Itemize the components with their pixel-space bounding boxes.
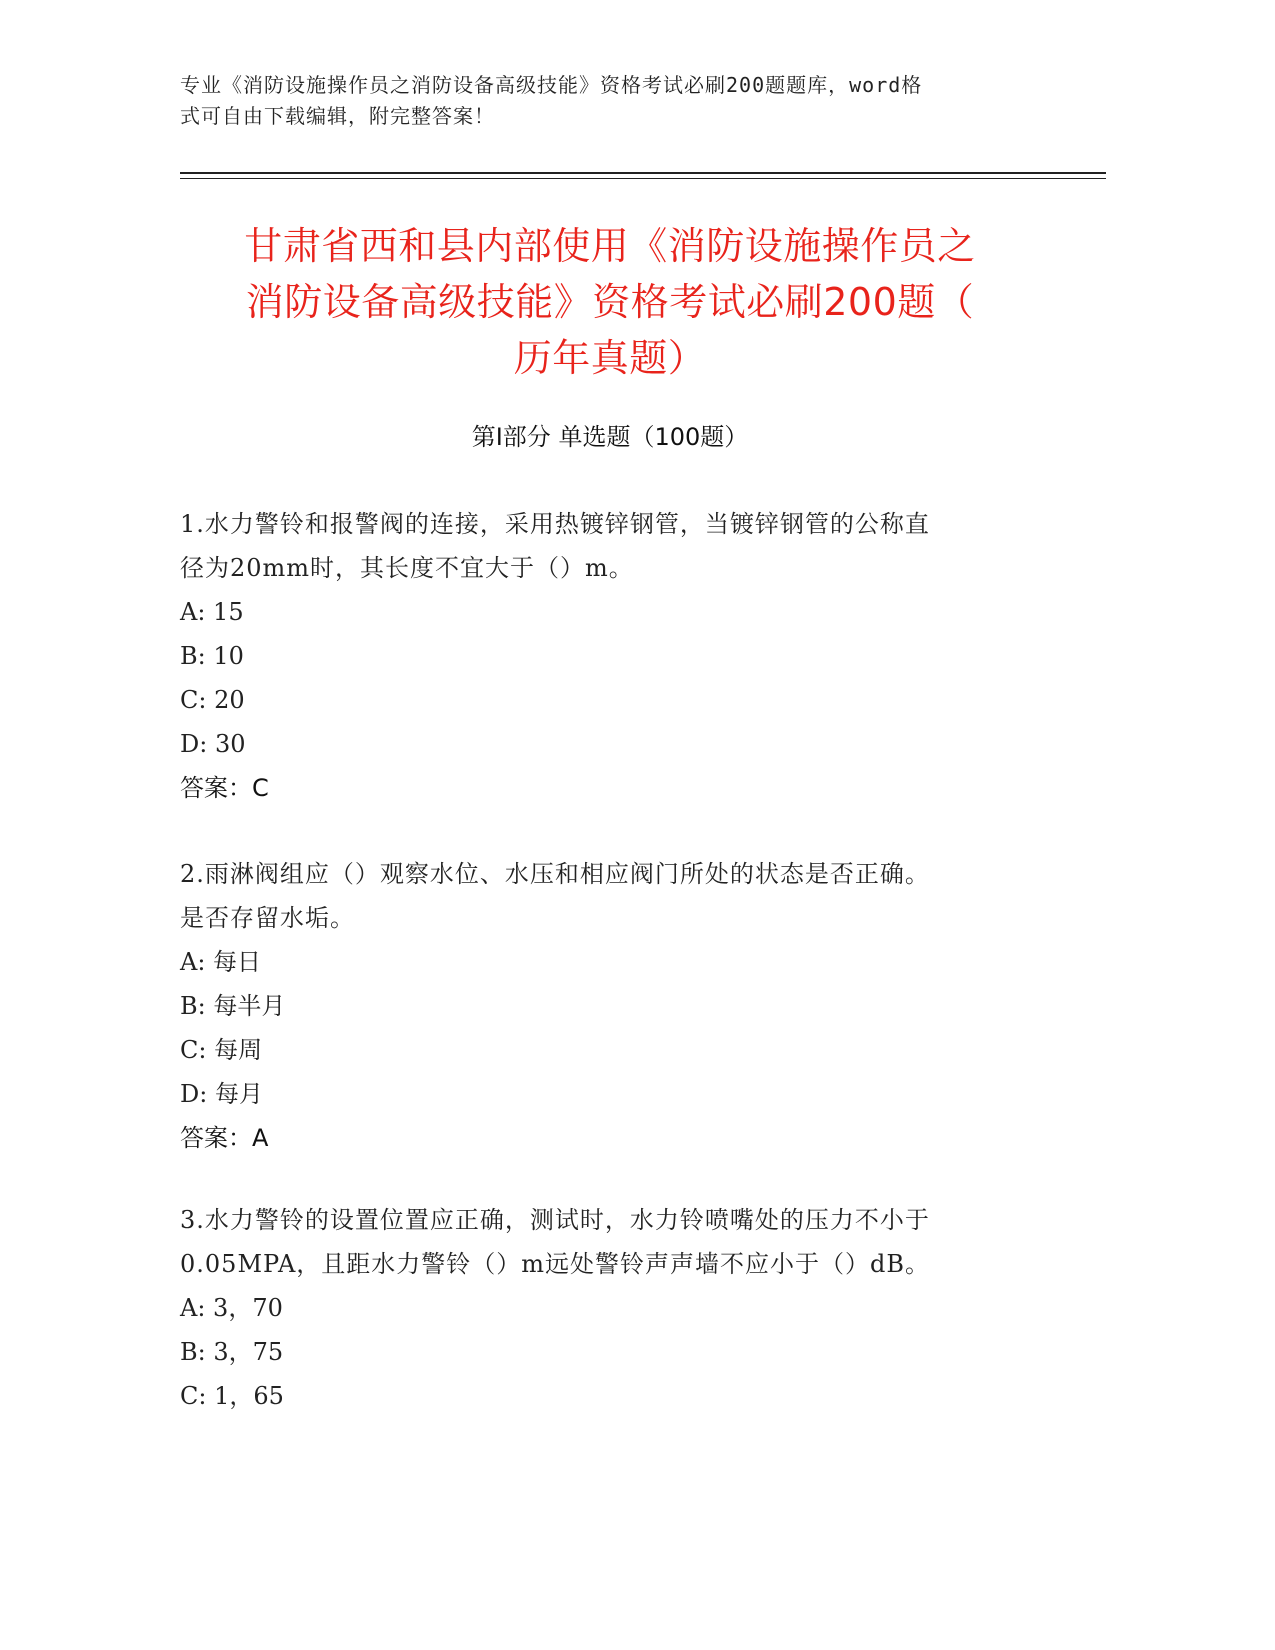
question-1-option-c: C: 20 xyxy=(180,686,245,714)
question-3-option-b: B: 3，75 xyxy=(180,1338,284,1366)
question-3-option-a: A: 3，70 xyxy=(180,1294,283,1322)
question-1-answer: 答案：C xyxy=(180,774,269,802)
question-2-option-d: D: 每月 xyxy=(180,1080,263,1108)
header-divider-thick xyxy=(180,172,1106,174)
section-title: 第Ⅰ部分 单选题（100题） xyxy=(471,423,749,451)
question-2-stem-line-2: 是否存留水垢。 xyxy=(180,904,355,932)
question-1-stem-line-2: 径为20mm时，其长度不宜大于（）m。 xyxy=(180,554,634,582)
question-3-option-c: C: 1，65 xyxy=(180,1382,284,1410)
question-1-option-b: B: 10 xyxy=(180,642,244,670)
question-1-stem-line-1: 1.水力警铃和报警阀的连接，采用热镀锌钢管，当镀锌钢管的公称直 xyxy=(180,510,930,538)
header-note-line-1: 专业《消防设施操作员之消防设备高级技能》资格考试必刷200题题库，word格 xyxy=(180,73,923,97)
document-title-line-3: 历年真题） xyxy=(513,336,707,380)
question-2-answer: 答案：A xyxy=(180,1124,269,1152)
question-2-option-b: B: 每半月 xyxy=(180,992,286,1020)
header-divider-thin xyxy=(180,178,1106,179)
question-1-option-a: A: 15 xyxy=(180,598,244,626)
question-2-option-c: C: 每周 xyxy=(180,1036,263,1064)
question-3 xyxy=(180,1198,1040,1418)
question-3-stem-line-2: 0.05MPA，且距水力警铃（）m远处警铃声声墙不应小于（）dB。 xyxy=(180,1250,931,1278)
question-1 xyxy=(180,502,1040,810)
question-2 xyxy=(180,852,1040,1160)
document-title-line-1: 甘肃省西和县内部使用《消防设施操作员之 xyxy=(244,224,976,268)
question-2-stem-line-1: 2.雨淋阀组应（）观察水位、水压和相应阀门所处的状态是否正确。 xyxy=(180,860,930,888)
header-note xyxy=(180,70,1040,132)
document-title-line-2: 消防设备高级技能》资格考试必刷200题（ xyxy=(245,280,975,324)
header-note-line-2: 式可自由下载编辑，附完整答案！ xyxy=(180,104,495,128)
question-2-option-a: A: 每日 xyxy=(180,948,262,976)
document-title xyxy=(180,218,1040,386)
question-1-option-d: D: 30 xyxy=(180,730,246,758)
question-3-stem-line-1: 3.水力警铃的设置位置应正确，测试时，水力铃喷嘴处的压力不小于 xyxy=(180,1206,930,1234)
